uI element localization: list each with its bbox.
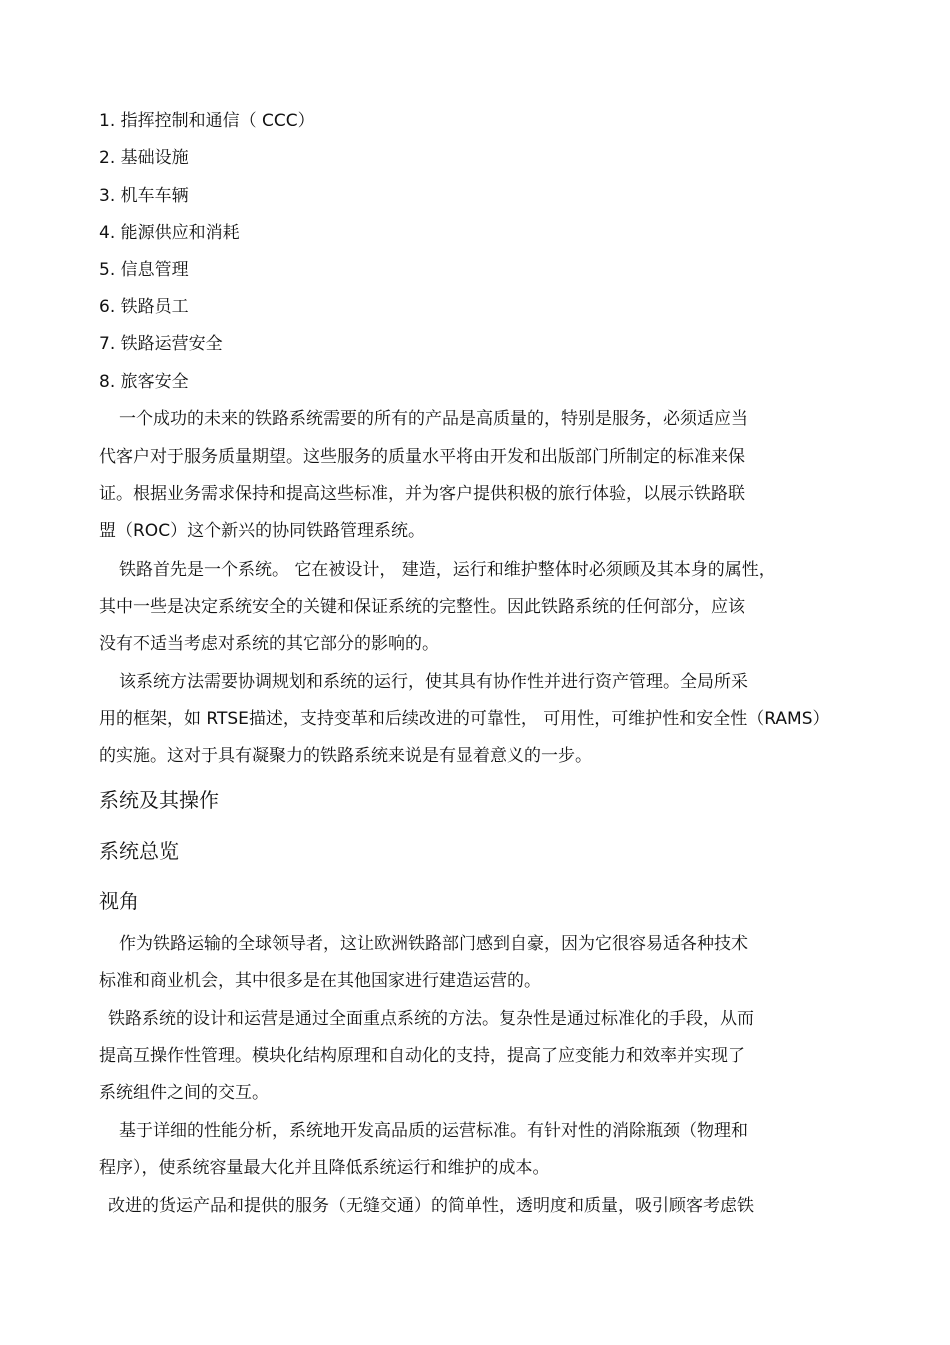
- paragraph-line: 程序），使系统容量最大化并且降低系统运行和维护的成本。: [99, 1158, 550, 1178]
- paragraph-line: 其中一些是决定系统安全的关键和保证系统的完整性。因此铁路系统的任何部分，应该: [99, 597, 745, 617]
- list-item: 1. 指挥控制和通信（ CCC）: [99, 111, 315, 131]
- list-item: 5. 信息管理: [99, 260, 189, 280]
- paragraph-line: 该系统方法需要协调规划和系统的运行，使其具有协作性并进行资产管理。全局所采: [119, 672, 748, 692]
- paragraph-line: 铁路系统的设计和运营是通过全面重点系统的方法。复杂性是通过标准化的手段，从而: [108, 1009, 754, 1029]
- paragraph-line: 作为铁路运输的全球领导者，这让欧洲铁路部门感到自豪，因为它很容易适各种技术: [119, 934, 748, 954]
- paragraph-line: 提高互操作性管理。模块化结构原理和自动化的支持，提高了应变能力和效率并实现了: [99, 1046, 745, 1066]
- list-item: 6. 铁路员工: [99, 297, 189, 317]
- section-heading: 系统及其操作: [99, 788, 219, 812]
- paragraph-line: 铁路首先是一个系统。 它在被设计， 建造，运行和维护整体时必须顾及其本身的属性，: [119, 560, 776, 580]
- paragraph-line: 的实施。这对于具有凝聚力的铁路系统来说是有显着意义的一步。: [99, 746, 592, 766]
- paragraph-line: 代客户对于服务质量期望。这些服务的质量水平将由开发和出版部门所制定的标准来保: [99, 447, 745, 467]
- subsection-heading: 系统总览: [99, 839, 179, 863]
- list-item: 4. 能源供应和消耗: [99, 223, 240, 243]
- list-item: 7. 铁路运营安全: [99, 334, 223, 354]
- paragraph-line: 基于详细的性能分析，系统地开发高品质的运营标准。有针对性的消除瓶颈（物理和: [119, 1121, 748, 1141]
- paragraph-line: 盟（ROC）这个新兴的协同铁路管理系统。: [99, 521, 426, 541]
- paragraph-line: 改进的货运产品和提供的服务（无缝交通）的简单性，透明度和质量，吸引顾客考虑铁: [108, 1196, 754, 1216]
- paragraph-line: 证。根据业务需求保持和提高这些标准，并为客户提供积极的旅行体验，以展示铁路联: [99, 484, 745, 504]
- paragraph-line: 系统组件之间的交互。: [99, 1083, 269, 1103]
- paragraph-line: 没有不适当考虑对系统的其它部分的影响的。: [99, 634, 439, 654]
- paragraph-line: 用的框架，如 RTSE描述，支持变革和后续改进的可靠性， 可用性，可维护性和安全性（RAMS）: [99, 709, 830, 729]
- list-item: 3. 机车车辆: [99, 186, 189, 206]
- list-item: 2. 基础设施: [99, 148, 189, 168]
- list-item: 8. 旅客安全: [99, 372, 189, 392]
- paragraph-line: 一个成功的未来的铁路系统需要的所有的产品是高质量的，特别是服务，必须适应当: [119, 409, 748, 429]
- paragraph-line: 标准和商业机会，其中很多是在其他国家进行建造运营的。: [99, 971, 541, 991]
- subsection-heading: 视角: [99, 889, 139, 913]
